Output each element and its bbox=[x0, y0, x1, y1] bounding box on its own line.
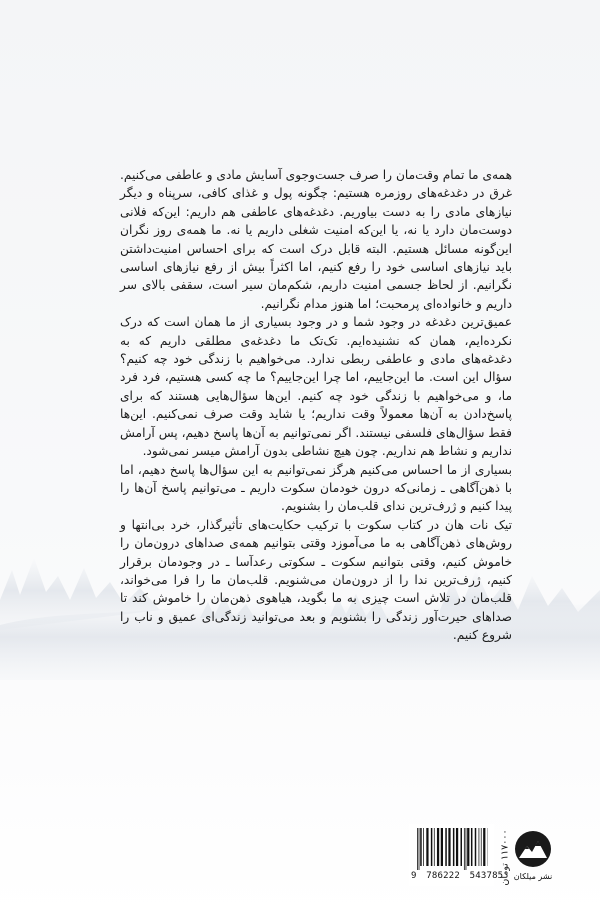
isbn-digits bbox=[409, 871, 504, 881]
publisher-name: نشر میلکان bbox=[513, 872, 553, 881]
paragraph-2: عمیق‌ترین دغدغه در وجود شما و در وجود بسیاری از ما همان است که درک نکرده‌ایم، همان که نشنیده‌ایم. تک‌تک ما دغدغه‌ی مطلقی داریم که به دغدغه‌های مادی و عاطفی ربطی ندارد. می‌خواهیم با زندگی خود چه کنیم؟ سؤال این است. ما این‌جاییم، اما چرا این‌جاییم؟ ما چه کسی هستیم، فرد فرد ما، و می‌خواهیم با زندگی خود چه کنیم. این‌ها سؤال‌هایی هستند که برای پاسخ‌دادن به آن‌ها معمولاً وقت نداریم؛ یا شاید وقت صرف نمی‌کنیم. این‌ها فقط سؤال‌های فلسفی نیستند. اگر نمی‌توانیم به آن‌ها پاسخ دهیم، پس آرامش نداریم و نشاط هم نداریم. چون هیچ نشاطی بدون آرامش میسر نمی‌شود. bbox=[120, 315, 512, 459]
barcode-bar bbox=[481, 828, 482, 866]
publisher-logo-icon bbox=[514, 830, 552, 868]
paragraph-3: بسیاری از ما احساس می‌کنیم هرگز نمی‌توانیم به این سؤال‌ها پاسخ دهیم، اما با ذهن‌آگاهی ـ زمانی‌که درون خودمان سکوت داریم ـ می‌توانیم پاسخ آن‌ها را پیدا کنیم و ژرف‌ترین ندای قلب‌مان را بشنویم. bbox=[120, 462, 512, 514]
back-cover-text bbox=[120, 166, 512, 645]
barcode-bar bbox=[466, 828, 467, 870]
isbn-group-2: 543785 bbox=[469, 871, 504, 881]
barcode-bar bbox=[437, 828, 439, 866]
barcode-bar bbox=[419, 828, 420, 870]
isbn-group-1: 786222 bbox=[426, 871, 460, 881]
paragraph-1: همه‌ی ما تمام وقت‌مان را صرف جست‌وجوی آسایش مادی و عاطفی می‌کنیم. غرق در دغدغه‌های روزمره هستیم: چگونه پول و غذای کافی، سرپناه و دیگر نیازهای مادی را به دست بیاوریم. دغدغه‌های عاطفی هم داریم: این‌که فلانی دوست‌مان دارد یا نه، یا این‌که امنیت شغلی داریم یا نه. ما همه‌ی روز نگران این‌گونه مسائل هستیم. البته قابل درک است که برای احساس امنیت‌داشتن باید نیازهای اساسی خود را رفع کنیم، اما اکثراً بیش از رفع نیازهای اساسی نگرانیم. از لحاظ جسمی امنیت داریم، شکم‌مان سیر است، سقفی بالای سر داریم و خانواده‌ای پرمحبت؛ اما هنوز مدام نگرانیم. bbox=[120, 168, 512, 311]
barcode-bar bbox=[434, 828, 435, 866]
isbn-barcode bbox=[409, 824, 504, 886]
barcode-bars bbox=[416, 828, 488, 870]
barcode-bar bbox=[461, 828, 463, 866]
barcode-bar bbox=[467, 828, 469, 866]
barcode-bar bbox=[426, 828, 428, 866]
barcode-bar bbox=[479, 828, 480, 866]
barcode-bar bbox=[431, 828, 433, 866]
barcode-bar bbox=[423, 828, 424, 866]
barcode-bar bbox=[464, 828, 465, 870]
barcode-bar bbox=[471, 828, 473, 866]
barcode-bar bbox=[483, 828, 485, 866]
barcode-bar bbox=[475, 828, 477, 866]
barcode-bar bbox=[453, 828, 455, 866]
isbn-prefix: 9 bbox=[411, 871, 417, 881]
barcode-bar bbox=[420, 828, 422, 866]
paragraph-4: تیک نات هان در کتاب سکوت با ترکیب حکایت‌های تأثیرگذار، خرد بی‌انتها و روش‌های ذهن‌آگاهی به ما می‌آموزد وقتی بتوانیم همه‌ی صداهای درون‌مان را خاموش کنیم، وقتی بتوانیم سکوت ـ سکوتی رعدآسا ـ در وجودمان برقرار کنیم، ژرف‌ترین ندا را از درون‌مان می‌شنویم. قلب‌مان ما را فرا می‌خواند، قلب‌مان در تلاش است چیزی به ما بگوید، هیاهوی ذهن‌مان را خاموش کند تا صداهای حیرت‌آور زندگی را بشنویم و بعد می‌توانید زندگی‌ای عمیق و ناب را شروع کنیم. bbox=[120, 517, 512, 643]
barcode-bar bbox=[417, 828, 418, 870]
barcode-bar bbox=[445, 828, 447, 866]
price-text: ۱۱۷۰۰۰ تومان bbox=[499, 828, 511, 886]
barcode-bar bbox=[441, 828, 443, 866]
barcode-bar bbox=[448, 828, 450, 866]
barcode-bar bbox=[456, 828, 458, 866]
